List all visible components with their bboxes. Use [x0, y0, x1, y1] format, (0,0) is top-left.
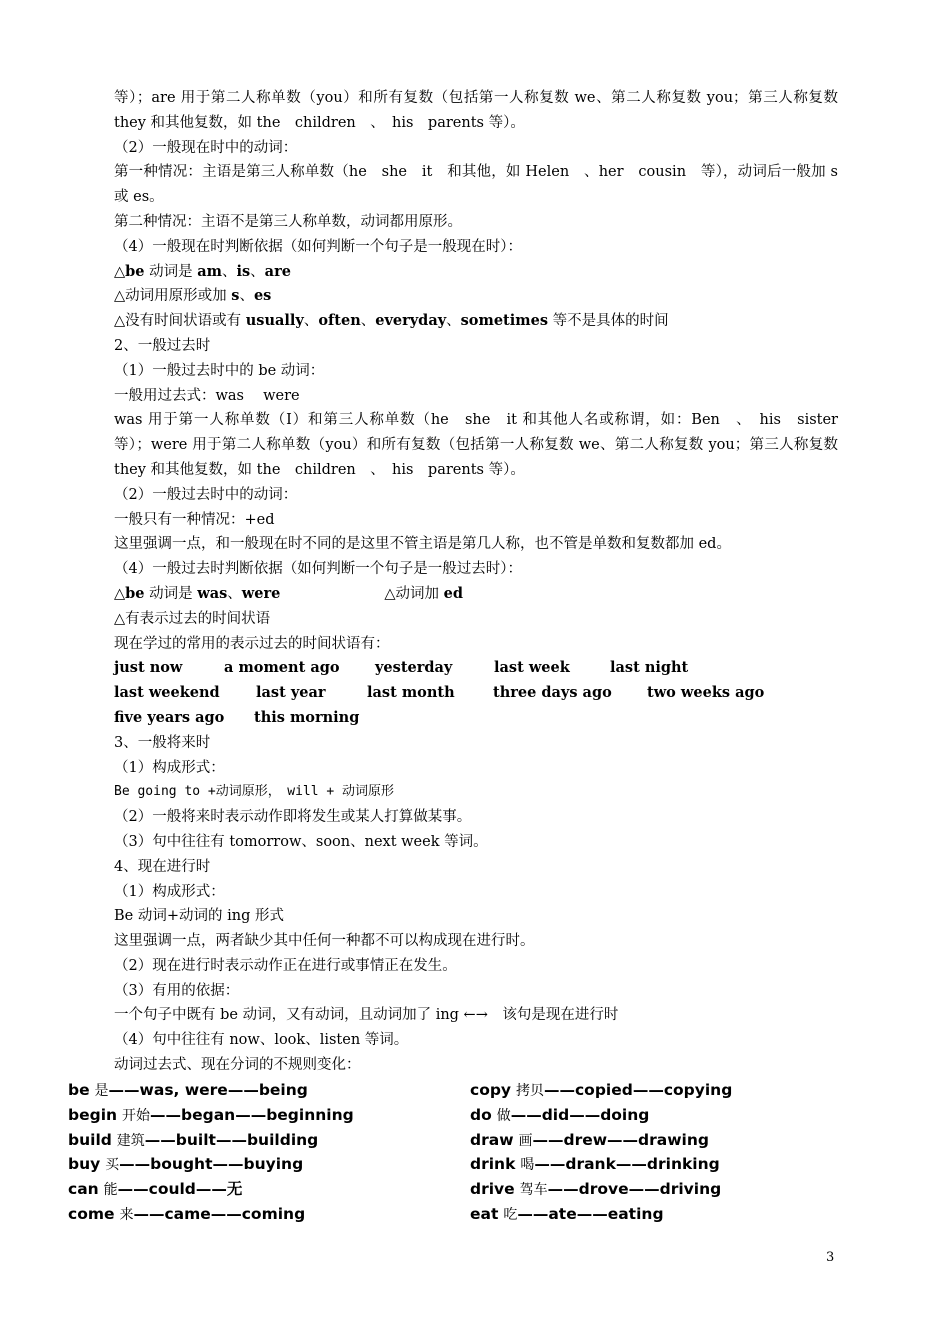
rule-verb-form [114, 284, 838, 309]
time-adverb: this morning [254, 708, 360, 726]
rule-text: 动词是 [144, 263, 198, 280]
text-body [114, 86, 838, 1078]
verb-word: build [68, 1130, 112, 1149]
verb-row [68, 1078, 828, 1103]
verb-entry [68, 1152, 470, 1177]
rule-text: be [125, 584, 145, 602]
verb-entry [68, 1128, 470, 1153]
paragraph-future-form: Be going to +动词原形， will + 动词原形 [114, 784, 395, 800]
time-adverb: three days ago [493, 684, 612, 702]
verb-word: eat [470, 1204, 499, 1223]
verb-entry [470, 1103, 649, 1128]
section-heading-future-tense: 3、一般将来时 [114, 734, 211, 751]
paragraph-case-one: 第一种情况：主语是第三人称单数（he she it 和其他，如 Helen 、her cousin 等），动词后一般加 s 或 es。 [114, 164, 838, 206]
paragraph-case-two: 第二种情况：主语不是第三人称单数，动词都用原形。 [114, 213, 462, 230]
verb-forms: ——came——coming [133, 1204, 306, 1223]
rule-text: 、 [446, 313, 461, 330]
paragraph-future-words: （3）句中往往有 tomorrow、soon、next week 等词。 [114, 833, 488, 850]
paragraph-future-meaning: （2）一般将来时表示动作即将发生或某人打算做某事。 [114, 809, 472, 826]
triangle-bullet: △ [114, 263, 126, 280]
verb-row [68, 1128, 828, 1153]
verb-meaning: 吃 [503, 1206, 518, 1223]
verb-entry [470, 1078, 732, 1103]
time-adverb: yesterday [375, 659, 453, 677]
rule-text: 等不是具体的时间 [547, 313, 669, 330]
rule-past-adverbs: △有表示过去的时间状语 [114, 610, 271, 627]
time-adverb: last night [610, 659, 689, 677]
rule-text: is [236, 262, 251, 280]
rule-text: everyday [375, 312, 447, 330]
rule-text: ed [443, 584, 464, 602]
time-adverb: five years ago [114, 708, 225, 726]
heading-irregular-verbs: 动词过去式、现在分词的不规则变化： [114, 1057, 361, 1074]
verb-meaning: 开始 [122, 1107, 150, 1124]
paragraph-progressive-meaning: （2）现在进行时表示动作正在进行或事情正在发生。 [114, 957, 457, 974]
verb-forms: ——bought——buying [119, 1155, 304, 1174]
heading-future-form: （1）构成形式： [114, 759, 225, 776]
verb-meaning: 建筑 [116, 1132, 145, 1149]
rule-text: es [253, 287, 272, 305]
rule-text: 、 [239, 288, 254, 305]
rule-text: 、 [360, 313, 376, 330]
verb-forms: ——copied——copying [543, 1081, 733, 1099]
verb-word: do [470, 1105, 492, 1124]
paragraph-past-forms: 一般用过去式：was were [114, 387, 300, 404]
verb-forms: ——could——无 [117, 1180, 243, 1199]
verb-forms: ——did——doing [510, 1105, 650, 1124]
time-adverb: last month [367, 684, 455, 702]
rule-text: 动词是 [144, 585, 198, 602]
rule-text: s [231, 287, 240, 305]
verb-row [68, 1202, 828, 1227]
rule-text: were [241, 584, 281, 602]
rule-text: 、 [303, 313, 319, 330]
rule-text: sometimes [460, 312, 548, 330]
time-adverb: last weekend [114, 684, 220, 702]
verb-word: begin [68, 1105, 118, 1124]
paragraph-was-were-usage: was 用于第一人称单数（I）和第三人称单数（he she it 和其他人名或称谓，如：Ben 、 his sister 等）；were 用于第二人称单数（you）和所有复数（包括第一人称复数 we、第二人称复数 you；第三人称复数 they 和其他复数，如 the children 、 his parents 等）。 [114, 412, 838, 478]
section-heading-past-tense: 2、一般过去时 [114, 337, 211, 354]
paragraph-progressive-words: （4）句中往往有 now、look、listen 等词。 [114, 1032, 409, 1049]
rule-be-verbs [114, 260, 838, 285]
time-adverb: last week [494, 659, 570, 677]
verb-entry [68, 1078, 470, 1103]
verb-forms: ——drew——drawing [532, 1130, 710, 1149]
verb-meaning: 驾车 [519, 1182, 548, 1199]
paragraph-past-emphasis: 这里强调一点，和一般现在时不同的是这里不管主语是第几人称，也不管是单数和复数都加 ed。 [114, 536, 731, 553]
verb-entry [470, 1202, 664, 1227]
paragraph-progressive-emphasis: 这里强调一点，两者缺少其中任何一种都不可以构成现在进行时。 [114, 933, 535, 950]
time-adverb: two weeks ago [647, 684, 765, 702]
heading-past-be: （1）一般过去时中的 be 动词： [114, 362, 325, 379]
verb-word: draw [470, 1130, 514, 1149]
paragraph-common-adverbs: 现在学过的常用的表示过去的时间状语有： [114, 635, 390, 652]
verb-word: can [68, 1180, 99, 1199]
verb-forms: ——drove——driving [547, 1180, 722, 1199]
time-adverb-row [114, 656, 838, 681]
verb-forms: ——ate——eating [517, 1204, 664, 1223]
verb-meaning: 买 [105, 1157, 120, 1174]
verb-meaning: 拷贝 [515, 1083, 544, 1099]
time-adverb: just now [114, 659, 183, 677]
verb-forms: ——was, were——being [108, 1081, 308, 1099]
time-adverb-row [114, 681, 838, 706]
verb-forms: ——began——beginning [150, 1105, 354, 1124]
rule-text: be [125, 262, 145, 280]
rule-text: △动词用原形或加 [114, 288, 232, 305]
verb-entry [470, 1152, 720, 1177]
verb-entry [470, 1177, 721, 1202]
rule-text: are [264, 262, 291, 280]
verb-meaning: 是 [94, 1083, 109, 1099]
verb-meaning: 画 [518, 1132, 533, 1149]
rule-past-be [114, 582, 838, 607]
rule-text: 、 [222, 263, 237, 280]
page-number: 3 [826, 1250, 835, 1265]
heading-present-basis: （4）一般现在时判断依据（如何判断一个句子是一般现在时）： [114, 238, 522, 255]
paragraph-past-ed: 一般只有一种情况：+ed [114, 511, 275, 528]
time-adverb: last year [256, 684, 326, 702]
rule-text: usually [245, 312, 304, 330]
rule-text: 、 [250, 263, 265, 280]
verb-meaning: 来 [119, 1206, 134, 1223]
rule-time-adverbs [114, 309, 838, 334]
heading-past-verbs: （2）一般过去时中的动词： [114, 486, 298, 503]
rule-text: 、 [227, 585, 242, 602]
heading-present-verbs: （2）一般现在时中的动词： [114, 139, 298, 156]
time-adverb: a moment ago [224, 659, 340, 677]
heading-progressive-form: （1）构成形式： [114, 883, 225, 900]
rule-text: △没有时间状语或有 [114, 313, 246, 330]
verb-entry [68, 1177, 470, 1202]
heading-progressive-basis: （3）有用的依据： [114, 982, 240, 999]
verb-forms: ——built——building [144, 1130, 319, 1149]
verb-row [68, 1103, 828, 1128]
verb-entry [68, 1202, 470, 1227]
verb-word: be [68, 1081, 90, 1099]
verb-entry [470, 1128, 709, 1153]
triangle-bullet: △ [114, 585, 126, 602]
verb-word: buy [68, 1155, 101, 1174]
paragraph-are-usage: 等）；are 用于第二人称单数（you）和所有复数（包括第一人称复数 we、第二人称复数 you；第三人称复数 they 和其他复数，如 the children 、 his parents 等）。 [114, 90, 838, 131]
paragraph-progressive-rule: 一个句子中既有 be 动词，又有动词，且动词加了 ing ←→ 该句是现在进行时 [114, 1007, 619, 1024]
verb-meaning: 喝 [520, 1157, 535, 1174]
paragraph-progressive-form: Be 动词+动词的 ing 形式 [114, 908, 284, 925]
verb-word: come [68, 1204, 115, 1223]
heading-past-basis: （4）一般过去时判断依据（如何判断一个句子是一般过去时）： [114, 561, 522, 578]
verb-meaning: 做 [496, 1107, 511, 1124]
rule-text: often [318, 312, 361, 330]
verb-entry [68, 1103, 470, 1128]
verb-word: drink [470, 1155, 516, 1174]
verb-word: drive [470, 1180, 515, 1199]
verb-word: copy [470, 1081, 512, 1099]
verb-row [68, 1177, 828, 1202]
irregular-verb-table [68, 1078, 828, 1227]
verb-forms: ——drank——drinking [534, 1155, 720, 1174]
time-adverb-row [114, 706, 838, 731]
verb-meaning: 能 [103, 1182, 118, 1199]
rule-text: am [197, 262, 222, 280]
section-heading-progressive: 4、现在进行时 [114, 858, 211, 875]
rule-text: was [197, 584, 228, 602]
rule-text: △动词加 [384, 585, 444, 602]
verb-row [68, 1152, 828, 1177]
